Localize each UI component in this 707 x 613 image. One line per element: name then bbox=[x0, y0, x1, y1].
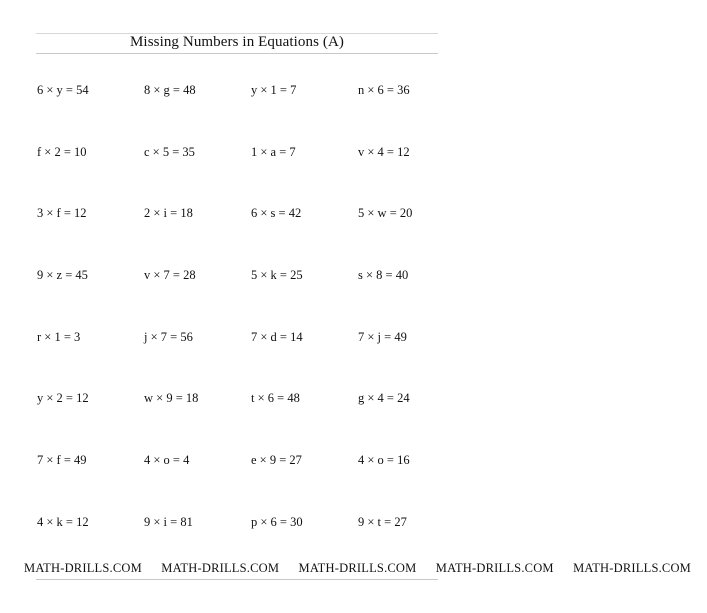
problem-item: 7 × d = 14 bbox=[251, 329, 303, 344]
problem-item: g × 4 = 24 bbox=[358, 391, 410, 406]
problem-item: 9 × t = 27 bbox=[358, 514, 407, 529]
problem-item: r × 1 = 3 bbox=[37, 329, 81, 344]
problem-item: v × 7 = 28 bbox=[144, 268, 196, 283]
title-rule bbox=[36, 53, 438, 54]
problem-item: n × 6 = 36 bbox=[358, 83, 410, 97]
problem-item: v × 4 = 12 bbox=[358, 144, 410, 159]
problem-item: 5 × k = 25 bbox=[251, 268, 303, 283]
problem-item: w × 9 = 18 bbox=[144, 391, 199, 406]
footer-watermark-track bbox=[24, 561, 707, 576]
problem-item: 6 × s = 42 bbox=[251, 206, 302, 221]
problem-item: y × 2 = 12 bbox=[37, 391, 89, 406]
worksheet-title: Missing Numbers in Equations (A) bbox=[129, 34, 345, 50]
problem-item: t × 6 = 48 bbox=[251, 391, 300, 406]
problem-item: 5 × w = 20 bbox=[358, 206, 413, 221]
problem-grid bbox=[37, 82, 437, 576]
problem-item: 4 × o = 4 bbox=[144, 453, 190, 468]
problem-item: 7 × f = 49 bbox=[37, 453, 87, 468]
problem-item: 1 × a = 7 bbox=[251, 144, 296, 159]
problem-item: e × 9 = 27 bbox=[251, 453, 302, 468]
problem-item: 4 × o = 16 bbox=[358, 453, 410, 468]
problem-item: j × 7 = 56 bbox=[144, 329, 193, 344]
problem-item: 6 × y = 54 bbox=[37, 83, 89, 97]
problem-item: 4 × k = 12 bbox=[37, 514, 89, 529]
footer-clip bbox=[24, 561, 691, 579]
footer-watermark: MATH-DRILLS.COM bbox=[298, 561, 417, 575]
problem-item: 9 × z = 45 bbox=[37, 268, 88, 283]
footer-watermark: MATH-DRILLS.COM bbox=[161, 561, 280, 575]
problem-item: f × 2 = 10 bbox=[37, 144, 87, 159]
problem-item: y × 1 = 7 bbox=[251, 83, 297, 97]
problem-item: p × 6 = 30 bbox=[251, 514, 303, 529]
problem-item: 7 × j = 49 bbox=[358, 329, 407, 344]
problem-item: c × 5 = 35 bbox=[144, 144, 195, 159]
problem-item: 3 × f = 12 bbox=[37, 206, 87, 221]
problem-item: 8 × g = 48 bbox=[144, 83, 196, 97]
footer-watermark: MATH-DRILLS.COM bbox=[435, 561, 554, 575]
footer-watermark: MATH-DRILLS.COM bbox=[573, 561, 691, 575]
bottom-rule bbox=[36, 579, 438, 580]
footer-watermark: MATH-DRILLS.COM bbox=[24, 561, 142, 575]
problem-item: 2 × i = 18 bbox=[144, 206, 193, 221]
problem-item: 9 × i = 81 bbox=[144, 514, 193, 529]
footer-watermark-band bbox=[0, 561, 691, 579]
problem-item: s × 8 = 40 bbox=[358, 268, 409, 283]
